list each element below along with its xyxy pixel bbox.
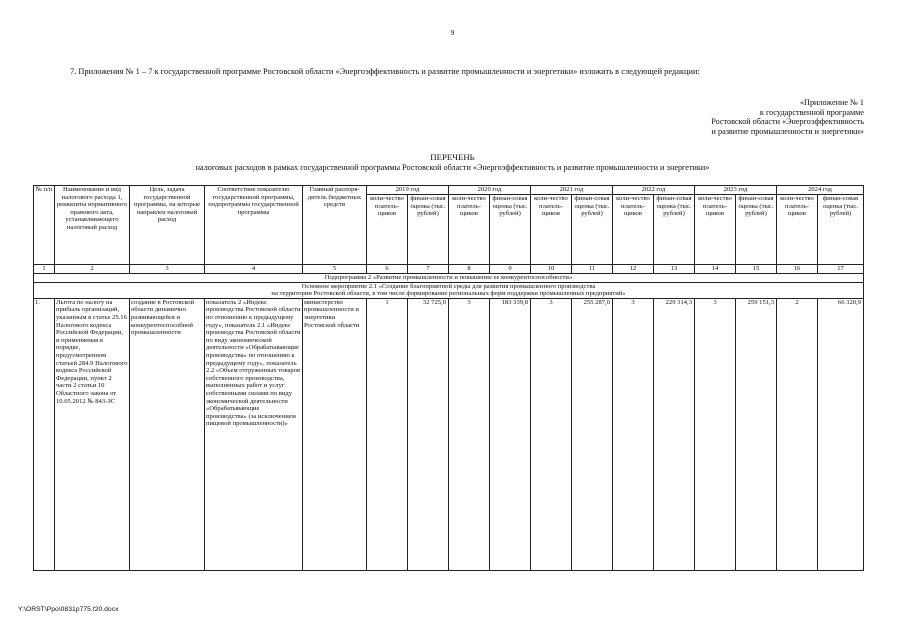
header-num: № п/п bbox=[34, 186, 55, 265]
column-number: 4 bbox=[205, 265, 303, 274]
header-name: Наименование и вид налогового расхода 1, реквизиты нормативного правового акта, устанавливающего налоговый расход bbox=[55, 186, 130, 265]
header-finance: финан-совая оценка (тыс. рублей) bbox=[408, 195, 449, 265]
row-count-2024: 2 bbox=[777, 298, 818, 570]
table-row bbox=[34, 298, 864, 570]
row-num: 1. bbox=[34, 298, 55, 570]
subprogram-title: Подпрограмма 2 «Развитие промышленности и повышение ее конкурентоспособности» bbox=[34, 274, 864, 283]
row-count-2021: 3 bbox=[531, 298, 572, 570]
row-finance-2023: 259 151,3 bbox=[736, 298, 777, 570]
row-indicator: показатель 2 «Индекс производства Ростовской области по отношению к предыдущему году», показатель 2.1 «Индекс производства Ростовской области по виду экономической деятельности «Обрабатывающие производства» по отношению к предыдущему году», показатель 2.2 «Объем отгруженных товаров собственного производства, выполненных работ и услуг собственными силами по виду экономической деятельности «Обрабатывающие производства» (за исключением пищевой промышленности)» bbox=[205, 298, 303, 570]
header-finance: финан-совая оценка (тыс. рублей) bbox=[490, 195, 531, 265]
activity-title-line: на территории Ростовской области, в том числе формирование региональных форм поддержки промышленных предприятий» bbox=[271, 290, 626, 298]
activity-row bbox=[34, 282, 864, 298]
row-admin: министерство промышленности и энергетики Ростовской области bbox=[303, 298, 367, 570]
header-year: 2024 год bbox=[777, 186, 864, 195]
row-finance-2024: 66 320,9 bbox=[818, 298, 864, 570]
header-year: 2023 год bbox=[695, 186, 777, 195]
row-goal: создание в Ростовской области динамично развивающейся и конкурентоспособной промышленности bbox=[130, 298, 205, 570]
header-year: 2020 год bbox=[449, 186, 531, 195]
column-number: 11 bbox=[572, 265, 613, 274]
annex-heading bbox=[600, 98, 864, 136]
row-finance-2021: 255 287,0 bbox=[572, 298, 613, 570]
column-number: 13 bbox=[654, 265, 695, 274]
activity-title-line: Основное мероприятие 2.1 «Создание благоприятной среды для развития промышленного производства bbox=[301, 282, 596, 290]
column-number: 12 bbox=[613, 265, 654, 274]
column-number: 9 bbox=[490, 265, 531, 274]
column-number: 10 bbox=[531, 265, 572, 274]
page-number: 9 bbox=[450, 28, 455, 37]
header-count: коли-чество платель-щиков bbox=[367, 195, 408, 265]
intro-paragraph: 7. Приложения № 1 – 7 к государственной программе Ростовской области «Энергоэффективность и развитие промышленности и энергетики» изложить в следующей редакции: bbox=[70, 67, 700, 76]
header-finance: финан-совая оценка (тыс. рублей) bbox=[736, 195, 777, 265]
column-number: 6 bbox=[367, 265, 408, 274]
row-finance-2020: 183 339,8 bbox=[490, 298, 531, 570]
header-year: 2019 год bbox=[367, 186, 449, 195]
header-finance: финан-совая оценка (тыс. рублей) bbox=[572, 195, 613, 265]
header-year: 2022 год bbox=[613, 186, 695, 195]
column-number: 1 bbox=[34, 265, 55, 274]
column-number: 8 bbox=[449, 265, 490, 274]
column-numbers-row bbox=[34, 265, 864, 274]
subprogram-row bbox=[34, 274, 864, 283]
column-number: 15 bbox=[736, 265, 777, 274]
annex-line: к государственной программе bbox=[759, 107, 864, 117]
row-name: Льгота по налогу на прибыль организаций, указанным в статье 25.16 Налогового кодекса Российской Федерации, и применяемая в порядке, предусмотренном статьей 284.9 Налогового кодекса Российской Федерации, пункт 2 части 2 статьи 10 Областного закона от 10.05.2012 № 843-ЗС bbox=[55, 298, 130, 570]
header-indicator: Соответствие показателю государственной программы, подпрограммы государственной программы bbox=[205, 186, 303, 265]
header-year: 2021 год bbox=[531, 186, 613, 195]
header-count: коли-чество платель-щиков bbox=[531, 195, 572, 265]
annex-line: «Приложение № 1 bbox=[799, 98, 864, 107]
activity-title bbox=[34, 282, 864, 298]
column-number: 17 bbox=[818, 265, 864, 274]
column-number: 16 bbox=[777, 265, 818, 274]
row-finance-2022: 229 314,3 bbox=[654, 298, 695, 570]
header-row-years bbox=[34, 186, 864, 195]
row-count-2020: 3 bbox=[449, 298, 490, 570]
header-finance: финан-совая оценка (тыс. рублей) bbox=[818, 195, 864, 265]
header-admin: Главный распоря-дитель бюджетных средств bbox=[303, 186, 367, 265]
document-title: ПЕРЕЧЕНЬ bbox=[430, 152, 475, 162]
annex-line: Ростовской области «Энергоэффективность bbox=[711, 117, 864, 127]
header-count: коли-чество платель-щиков bbox=[449, 195, 490, 265]
tax-expenditure-table bbox=[33, 185, 864, 571]
row-count-2019: 1 bbox=[367, 298, 408, 570]
header-finance: финан-совая оценка (тыс. рублей) bbox=[654, 195, 695, 265]
header-goal: Цель, задача государственной программы, на которые направлен налоговый расход bbox=[130, 186, 205, 265]
column-number: 3 bbox=[130, 265, 205, 274]
column-number: 7 bbox=[408, 265, 449, 274]
header-count: коли-чество платель-щиков bbox=[695, 195, 736, 265]
document-subtitle: налоговых расходов в рамках государственной программы Ростовской области «Энергоэффективность и развитие промышленности и энергетики» bbox=[195, 163, 710, 172]
column-number: 5 bbox=[303, 265, 367, 274]
header-count: коли-чество платель-щиков bbox=[777, 195, 818, 265]
row-count-2023: 3 bbox=[695, 298, 736, 570]
annex-line: и развитие промышленности и энергетики» bbox=[711, 126, 864, 136]
column-number: 14 bbox=[695, 265, 736, 274]
row-finance-2019: 32 725,0 bbox=[408, 298, 449, 570]
column-number: 2 bbox=[55, 265, 130, 274]
file-path-footer: Y:\ORST\Ppo\0831p775.f20.docx bbox=[18, 606, 119, 613]
header-count: коли-чество платель-щиков bbox=[613, 195, 654, 265]
row-count-2022: 3 bbox=[613, 298, 654, 570]
